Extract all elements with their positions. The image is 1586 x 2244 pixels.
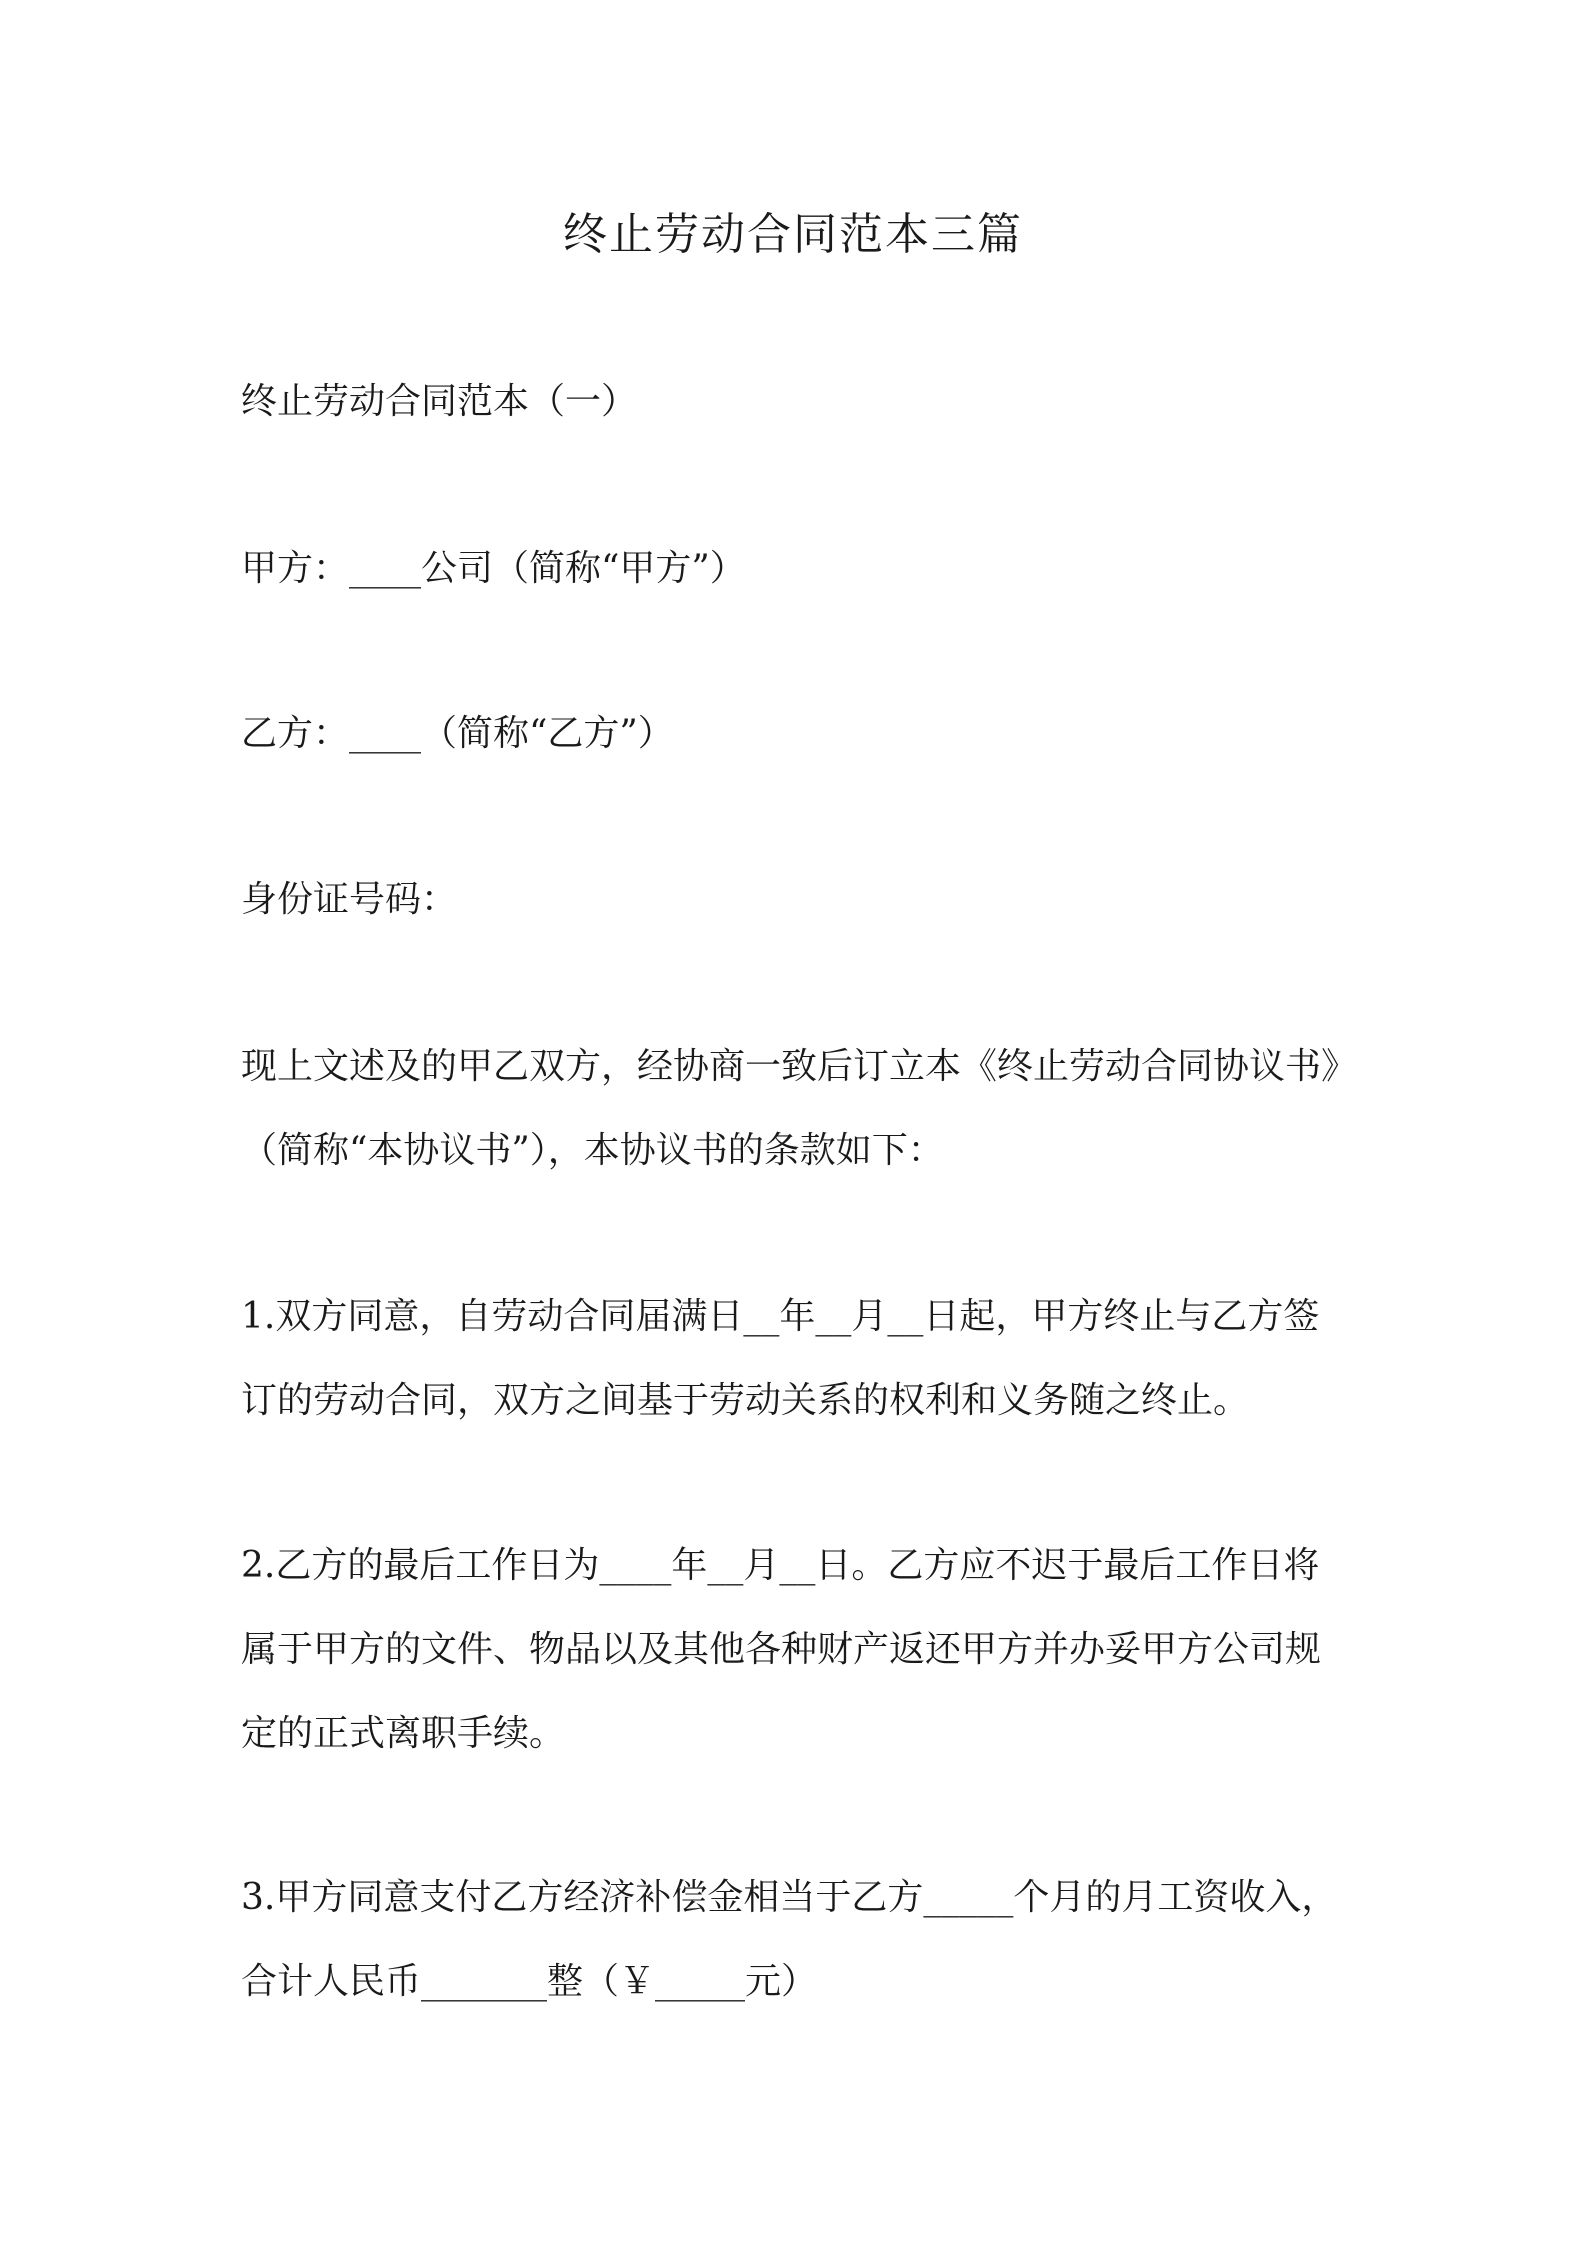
clause-2-line: 定的正式离职手续。: [241, 1713, 566, 1754]
clause-1-paragraph: [241, 1275, 1361, 1443]
clause-2-paragraph: [241, 1524, 1361, 1776]
clause-3-line: 3.甲方同意支付乙方经济补偿金相当于乙方_____个月的月工资收入，: [241, 1877, 1338, 1918]
document-title: 终止劳动合同范本三篇: [563, 209, 1023, 260]
clause-1-line: 1.双方同意，自劳动合同届满日__年__月__日起，甲方终止与乙方签: [241, 1296, 1320, 1337]
intro-line: （简称“本协议书”），本协议书的条款如下：: [241, 1130, 944, 1171]
intro-line: 现上文述及的甲乙双方，经协商一致后订立本《终止劳动合同协议书》: [241, 1046, 1358, 1087]
clause-1-line: 订的劳动合同，双方之间基于劳动关系的权利和义务随之终止。: [241, 1380, 1250, 1421]
section-heading: 终止劳动合同范本（一）: [241, 381, 638, 422]
party-b-line: 乙方：____（简称“乙方”）: [241, 713, 674, 754]
id-number-line: 身份证号码：: [241, 879, 458, 920]
intro-paragraph: [241, 1025, 1361, 1193]
clause-3-line: 合计人民币_______整（￥_____元）: [241, 1961, 818, 2002]
party-a-line: 甲方：____公司（简称“甲方”）: [241, 548, 746, 589]
clause-2-line: 属于甲方的文件、物品以及其他各种财产返还甲方并办妥甲方公司规: [241, 1629, 1322, 1670]
clause-2-line: 2.乙方的最后工作日为____年__月__日。乙方应不迟于最后工作日将: [241, 1545, 1320, 1586]
clause-3-paragraph: [241, 1856, 1361, 2024]
